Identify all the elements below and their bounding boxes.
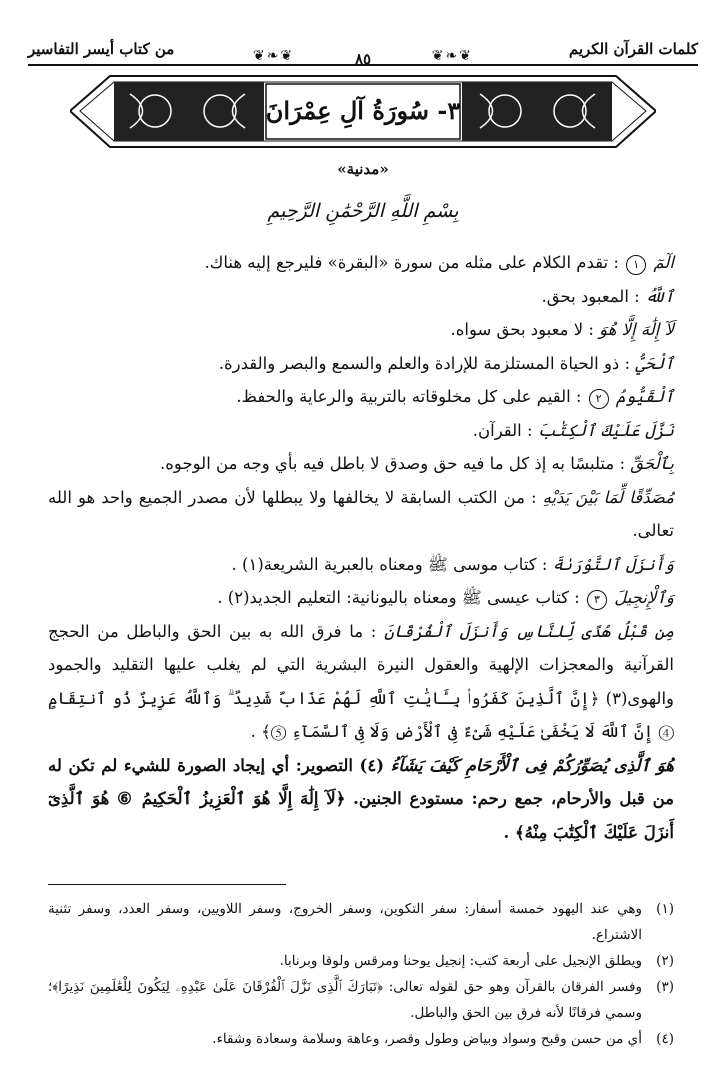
quran-word: مُصَدِّقًا لِّمَا بَيْنَ يَدَيْهِ xyxy=(542,487,674,507)
entry-text: : تقدم الكلام على مثله من سورة «البقرة» فليرجع إليه هناك. xyxy=(204,253,619,272)
entry-text: : القرآن. xyxy=(472,420,533,440)
running-header xyxy=(28,30,698,70)
quran-word: ٱلْقَيُّومُ xyxy=(615,387,674,406)
quran-word: لَآ إِلَٰهَ إِلَّا هُوَ xyxy=(599,320,674,339)
entry-text: (٤) التصوير: أي إيجاد الصورة للشيء لم تكن له من قبل والأرحام، جمع رحم: مستودع الجنين. ﴿لَآ إِلَٰهَ إِلَّا هُوَ ٱلْعَزِيزُ ٱلْحَكِيمُ ⑥ هُوَ ٱلَّذِىٓ أَنزَلَ عَلَيْكَ ٱلْكِتَٰبَ مِنْهُ﴾ . xyxy=(48,755,674,842)
surah-title: ٣- سُورَةُ آلِ عِمْرَانَ xyxy=(265,96,461,125)
quran-word: ٱلْحَيُّ xyxy=(635,353,674,373)
footnote-text: ويطلق الإنجيل على أربعة كتب: إنجيل يوحنا ومرقس ولوقا وبرنابا. xyxy=(279,953,642,969)
glossary-entry xyxy=(48,380,674,414)
glossary-entry xyxy=(48,246,674,280)
quran-word: ٱللَّهُ xyxy=(644,286,674,306)
quran-word: وَأَنزَلَ ٱلتَّوْرَىٰةَ xyxy=(552,554,674,574)
glossary-entry xyxy=(48,414,674,448)
verse-number: ١ xyxy=(626,255,646,275)
glossary-entry xyxy=(48,280,674,314)
surah-banner xyxy=(70,74,656,149)
header-rule xyxy=(28,64,698,66)
ornament-icon: ❦❧❦ xyxy=(253,48,295,64)
entry-text: : كتاب عيسى ﷺ ومعناه باليونانية: التعليم الجديد(٢) . xyxy=(217,588,580,607)
footnote-number: (٣) xyxy=(656,979,674,995)
header-source: من كتاب أيسر التفاسير xyxy=(28,40,175,58)
glossary-entry xyxy=(48,481,674,548)
quran-word: هُوَ ٱلَّذِى يُصَوِّرُكُمْ فِى ٱلْأَرْحَامِ كَيْفَ يَشَآءُ xyxy=(390,755,674,775)
footnote xyxy=(48,974,674,1026)
entry-text: : المعبود بحق. xyxy=(541,286,640,306)
footnote-number: (٢) xyxy=(656,953,674,969)
quran-word: الٓمٓ xyxy=(653,253,674,272)
glossary-entry xyxy=(48,447,674,481)
footnote-number: (١) xyxy=(656,901,674,917)
quran-word: وَٱلْإِنجِيلَ xyxy=(614,588,674,607)
footnote-text: أي من حسن وقبح وسواد وبياض وطول وقصر، وعاهة وسلامة وسعادة وشقاء. xyxy=(212,1031,642,1047)
quran-word: مِن قَبْلُ هُدًى لِّلنَّاسِ وَأَنزَلَ ٱلْفُرْقَانَ xyxy=(384,621,674,641)
footnote xyxy=(48,948,674,974)
verse-number: ٣ xyxy=(587,590,607,610)
glossary-entry xyxy=(48,347,674,381)
entry-text: : ذو الحياة المستلزمة للإرادة والعلم والسمع والبصر والقدرة. xyxy=(218,353,631,373)
entry-text: : لا معبود بحق سواه. xyxy=(450,320,594,339)
page-number: ٨٥ xyxy=(354,50,372,68)
glossary-entry xyxy=(48,548,674,582)
footnote-rule xyxy=(48,884,286,885)
quran-word: بِٱلْحَقِّ xyxy=(630,454,674,473)
header-title: كلمات القرآن الكريم xyxy=(568,40,698,58)
entry-text: : متلبسًا به إذ كل ما فيه حق وصدق لا باطل فيه بأي وجه من الوجوه. xyxy=(160,454,626,473)
glossary-entry xyxy=(48,615,674,749)
footnote-text: وهي عند اليهود خمسة أسفار: سفر التكوين، وسفر الخروج، وسفر اللاويين، وسفر العدد، وسفر تثنية الاشتراع. xyxy=(48,901,642,943)
entry-text: : من الكتب السابقة لا يخالفها ولا يبطلها لأن مصدر الجميع واحد هو الله تعالى. xyxy=(48,487,674,540)
glossary-entry xyxy=(48,581,674,615)
glossary-entry xyxy=(48,313,674,347)
basmala: بِسْمِ اللَّهِ الرَّحْمَٰنِ الرَّحِيمِ xyxy=(267,200,459,222)
footnotes xyxy=(48,896,674,1052)
surah-type: «مدنية» xyxy=(337,160,389,178)
ornament-icon: ❦❧❦ xyxy=(431,48,473,64)
footnote xyxy=(48,896,674,948)
glossary-body xyxy=(48,246,674,849)
entry-text: : القيم على كل مخلوقاته بالتربية والرعاية والحفظ. xyxy=(236,387,582,406)
footnote xyxy=(48,1026,674,1052)
entry-text: : ما فرق الله به بين الحق والباطل من الحجج القرآنية والمعجزات الإلهية والعقول النيرة البشرية التي لم يغلب عليها التقليد والجمود والهوى(٣) ﴿إِنَّ ٱلَّذِينَ كَفَرُوا۟ بِـَٔايَٰتِ ٱللَّهِ لَهُمْ عَذَابٌ شَدِيدٌ ۗ وَٱللَّهُ عَزِيزٌ ذُو ٱنتِقَامٍ ④ إِنَّ ٱللَّهَ لَا يَخْفَىٰ عَلَيْهِ شَىْءٌ فِى ٱلْأَرْضِ وَلَا فِى ٱلسَّمَآءِ ⑤﴾ . xyxy=(48,621,674,741)
glossary-entry xyxy=(48,749,674,850)
footnote-text: وفسر الفرقان بالقرآن وهو حق لقوله تعالى: ﴿تَبَارَكَ ٱلَّذِى نَزَّلَ ٱلْفُرْقَانَ عَلَىٰ عَبْدِهِۦ لِيَكُونَ لِلْعَٰلَمِينَ نَذِيرًا﴾؛ وسمي فرقانًا لأنه فرق بين الحق والباطل. xyxy=(48,979,642,1021)
quran-word: نَزَّلَ عَلَيْكَ ٱلْكِتَٰبَ xyxy=(537,420,674,440)
entry-text: : كتاب موسى ﷺ ومعناه بالعبرية الشريعة(١) . xyxy=(231,554,548,574)
footnote-number: (٤) xyxy=(656,1031,674,1047)
verse-number: ٢ xyxy=(589,389,609,409)
